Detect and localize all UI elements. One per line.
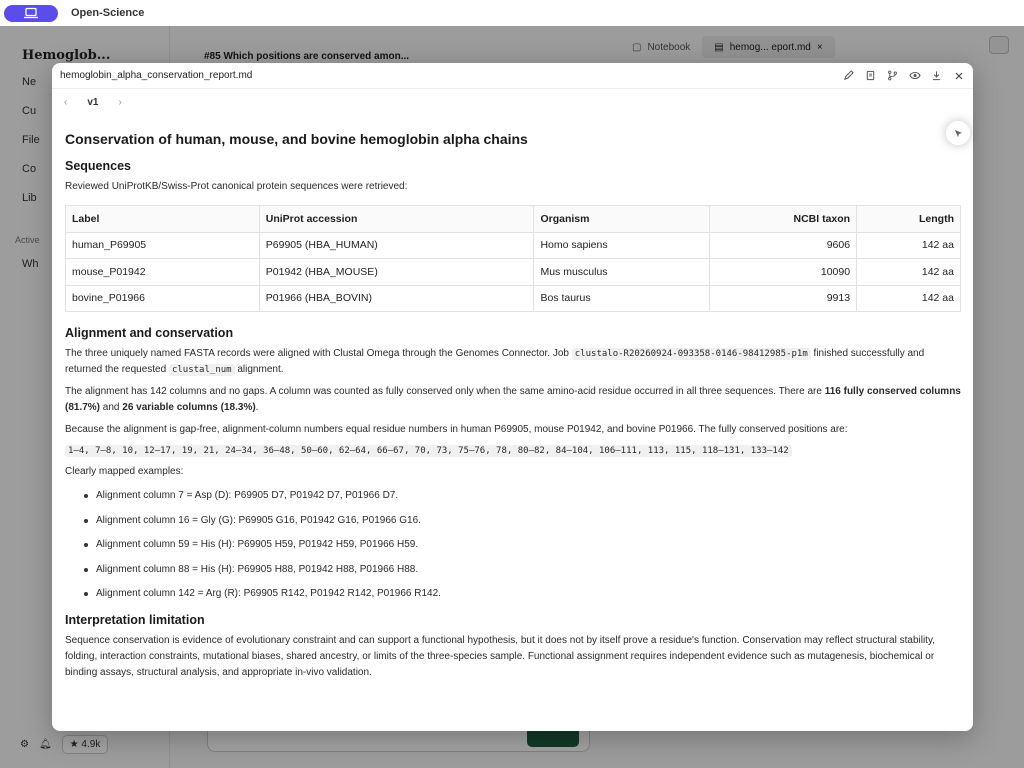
notebook-icon: ▢ — [632, 41, 642, 53]
sidebar-item-cu[interactable]: Cu — [22, 105, 37, 117]
examples-list — [84, 488, 961, 611]
modal-header — [52, 63, 973, 89]
github-stars-count: 4.9k — [81, 739, 101, 750]
conserved-positions — [65, 443, 961, 459]
list-item: Alignment column 16 = Gly (G): P69905 G16, P01942 G16, P01966 G16. — [84, 513, 961, 538]
close-icon[interactable] — [952, 69, 965, 82]
tab-notebook-label: Notebook — [647, 41, 691, 53]
settings-icon[interactable]: ⚙ — [20, 739, 29, 750]
table-cell: Mus musculus — [534, 259, 710, 286]
text-run: The three uniquely named FASTA records were aligned with Clustal Omega through the Genomes Connector. Job — [65, 348, 572, 359]
table-row — [66, 259, 961, 286]
sidebar-item-files[interactable]: File — [22, 134, 40, 146]
text-run: and — [100, 402, 123, 413]
laptop-icon — [23, 7, 39, 19]
sidebar-item-co[interactable]: Co — [22, 163, 37, 175]
table-cell: P69905 (HBA_HUMAN) — [259, 232, 534, 259]
tab-report-label: hemog... eport.md — [729, 41, 811, 53]
list-item: Alignment column 59 = His (H): P69905 H59, P01942 H59, P01966 H59. — [84, 537, 961, 562]
text-run: finished successfully and returned the requested — [65, 348, 925, 375]
top-bar — [0, 0, 1024, 26]
report-modal — [52, 63, 973, 731]
sidebar-item-library[interactable]: Lib — [22, 192, 37, 204]
active-label: Active — [15, 235, 40, 245]
table-cell: 9606 — [710, 232, 857, 259]
table-row — [66, 285, 961, 312]
alignment-paragraph-3: Because the alignment is gap-free, alignment-column numbers equal residue numbers in human P69905, mouse P01942, and bovine P01966. The fully conserved positions are: — [65, 424, 848, 435]
table-cell: Bos taurus — [534, 285, 710, 312]
report-document — [65, 131, 961, 681]
job-id-code: clustalo-R20260924-093358-0146-98412985-p1m — [572, 348, 811, 360]
column-header: Length — [857, 206, 961, 233]
chat-title[interactable]: #85 Which positions are conserved amon... — [204, 51, 410, 62]
list-item: Alignment column 7 = Asp (D): P69905 D7, P01942 D7, P01966 D7. — [84, 488, 961, 513]
list-item: Alignment column 88 = His (H): P69905 H88, P01942 H88, P01966 H88. — [84, 562, 961, 587]
table-cell: bovine_P01966 — [66, 285, 260, 312]
examples-intro: Clearly mapped examples: — [65, 466, 184, 477]
table-cell: 142 aa — [857, 259, 961, 286]
positions-code: 1–4, 7–8, 10, 12–17, 19, 21, 24–34, 36–48, 50–60, 62–64, 66–67, 70, 73, 75–76, 78, 80–82, 84–104, 106–111, 113, 115, 118–131, 133–142 — [65, 445, 792, 457]
text-run: . — [255, 402, 259, 413]
table-cell: 142 aa — [857, 232, 961, 259]
conserved-count: 116 fully conserved columns (81.7%) — [65, 386, 961, 413]
bell-icon[interactable]: 🔔︎ — [38, 739, 52, 750]
app-switcher-button[interactable] — [4, 5, 58, 22]
chevron-right-icon[interactable]: › — [118, 96, 122, 108]
column-header: Organism — [534, 206, 710, 233]
alignment-paragraph-2 — [65, 384, 961, 416]
sequences-heading: Sequences — [65, 159, 132, 173]
table-cell: P01966 (HBA_BOVIN) — [259, 285, 534, 312]
version-nav — [52, 89, 973, 115]
file-icon: ▤ — [714, 41, 724, 53]
modal-actions — [842, 69, 965, 82]
version-label: v1 — [87, 96, 99, 108]
edit-icon[interactable] — [842, 69, 855, 82]
table-cell: mouse_P01942 — [66, 259, 260, 286]
column-header: UniProt accession — [259, 206, 534, 233]
sidebar-item-new[interactable]: Ne — [22, 76, 37, 88]
modal-filename: hemoglobin_alpha_conservation_report.md — [60, 70, 253, 81]
chevron-left-icon[interactable]: ‹ — [64, 96, 68, 108]
table-cell: 10090 — [710, 259, 857, 286]
table-header-row — [66, 206, 961, 233]
table-cell: human_P69905 — [66, 232, 260, 259]
copy-icon[interactable] — [864, 69, 877, 82]
app-name: Open-Science — [71, 7, 145, 19]
github-stars-badge[interactable]: ★ 4.9k — [62, 735, 109, 754]
cursor-icon — [946, 121, 970, 145]
sequences-table — [65, 205, 961, 312]
text-run: alignment. — [234, 364, 284, 375]
branch-icon[interactable] — [886, 69, 899, 82]
active-chat-item[interactable]: Wh — [22, 258, 39, 270]
list-item: Alignment column 142 = Arg (R): P69905 R142, P01942 R142, P01966 R142. — [84, 586, 961, 611]
text-run: The alignment has 142 columns and no gaps. A column was counted as fully conserved only when the same amino-acid residue occurred in all three sequences. There are — [65, 386, 825, 397]
notebook-title[interactable]: Hemoglob... — [22, 48, 111, 63]
table-row — [66, 232, 961, 259]
download-icon[interactable] — [930, 69, 943, 82]
format-code: clustal_num — [169, 364, 235, 376]
limitation-paragraph: Sequence conservation is evidence of evolutionary constraint and can support a functional hypothesis, but it does not by itself prove a residue's function. Conservation may reflect structural stability, folding, interaction constraints, mutational biases, shared ancestry, or limits of the three-species sample. Functional assignment requires independent evidence such as mutagenesis, biochemical or binding assays, structural analysis, and appropriate in-vivo validation. — [65, 634, 935, 678]
column-header: NCBI taxon — [710, 206, 857, 233]
preview-icon[interactable] — [908, 69, 921, 82]
variable-count: 26 variable columns (18.3%) — [122, 402, 256, 413]
table-cell: Homo sapiens — [534, 232, 710, 259]
table-cell: 142 aa — [857, 285, 961, 312]
alignment-paragraph-1 — [65, 346, 961, 378]
alignment-heading: Alignment and conservation — [65, 326, 234, 340]
sequences-intro: Reviewed UniProtKB/Swiss-Prot canonical protein sequences were retrieved: — [65, 181, 408, 192]
column-header: Label — [66, 206, 260, 233]
limitation-heading: Interpretation limitation — [65, 612, 205, 627]
tab-close-icon[interactable]: × — [816, 41, 823, 53]
report-title: Conservation of human, mouse, and bovine hemoglobin alpha chains — [65, 131, 528, 147]
table-cell: P01942 (HBA_MOUSE) — [259, 259, 534, 286]
table-cell: 9913 — [710, 285, 857, 312]
